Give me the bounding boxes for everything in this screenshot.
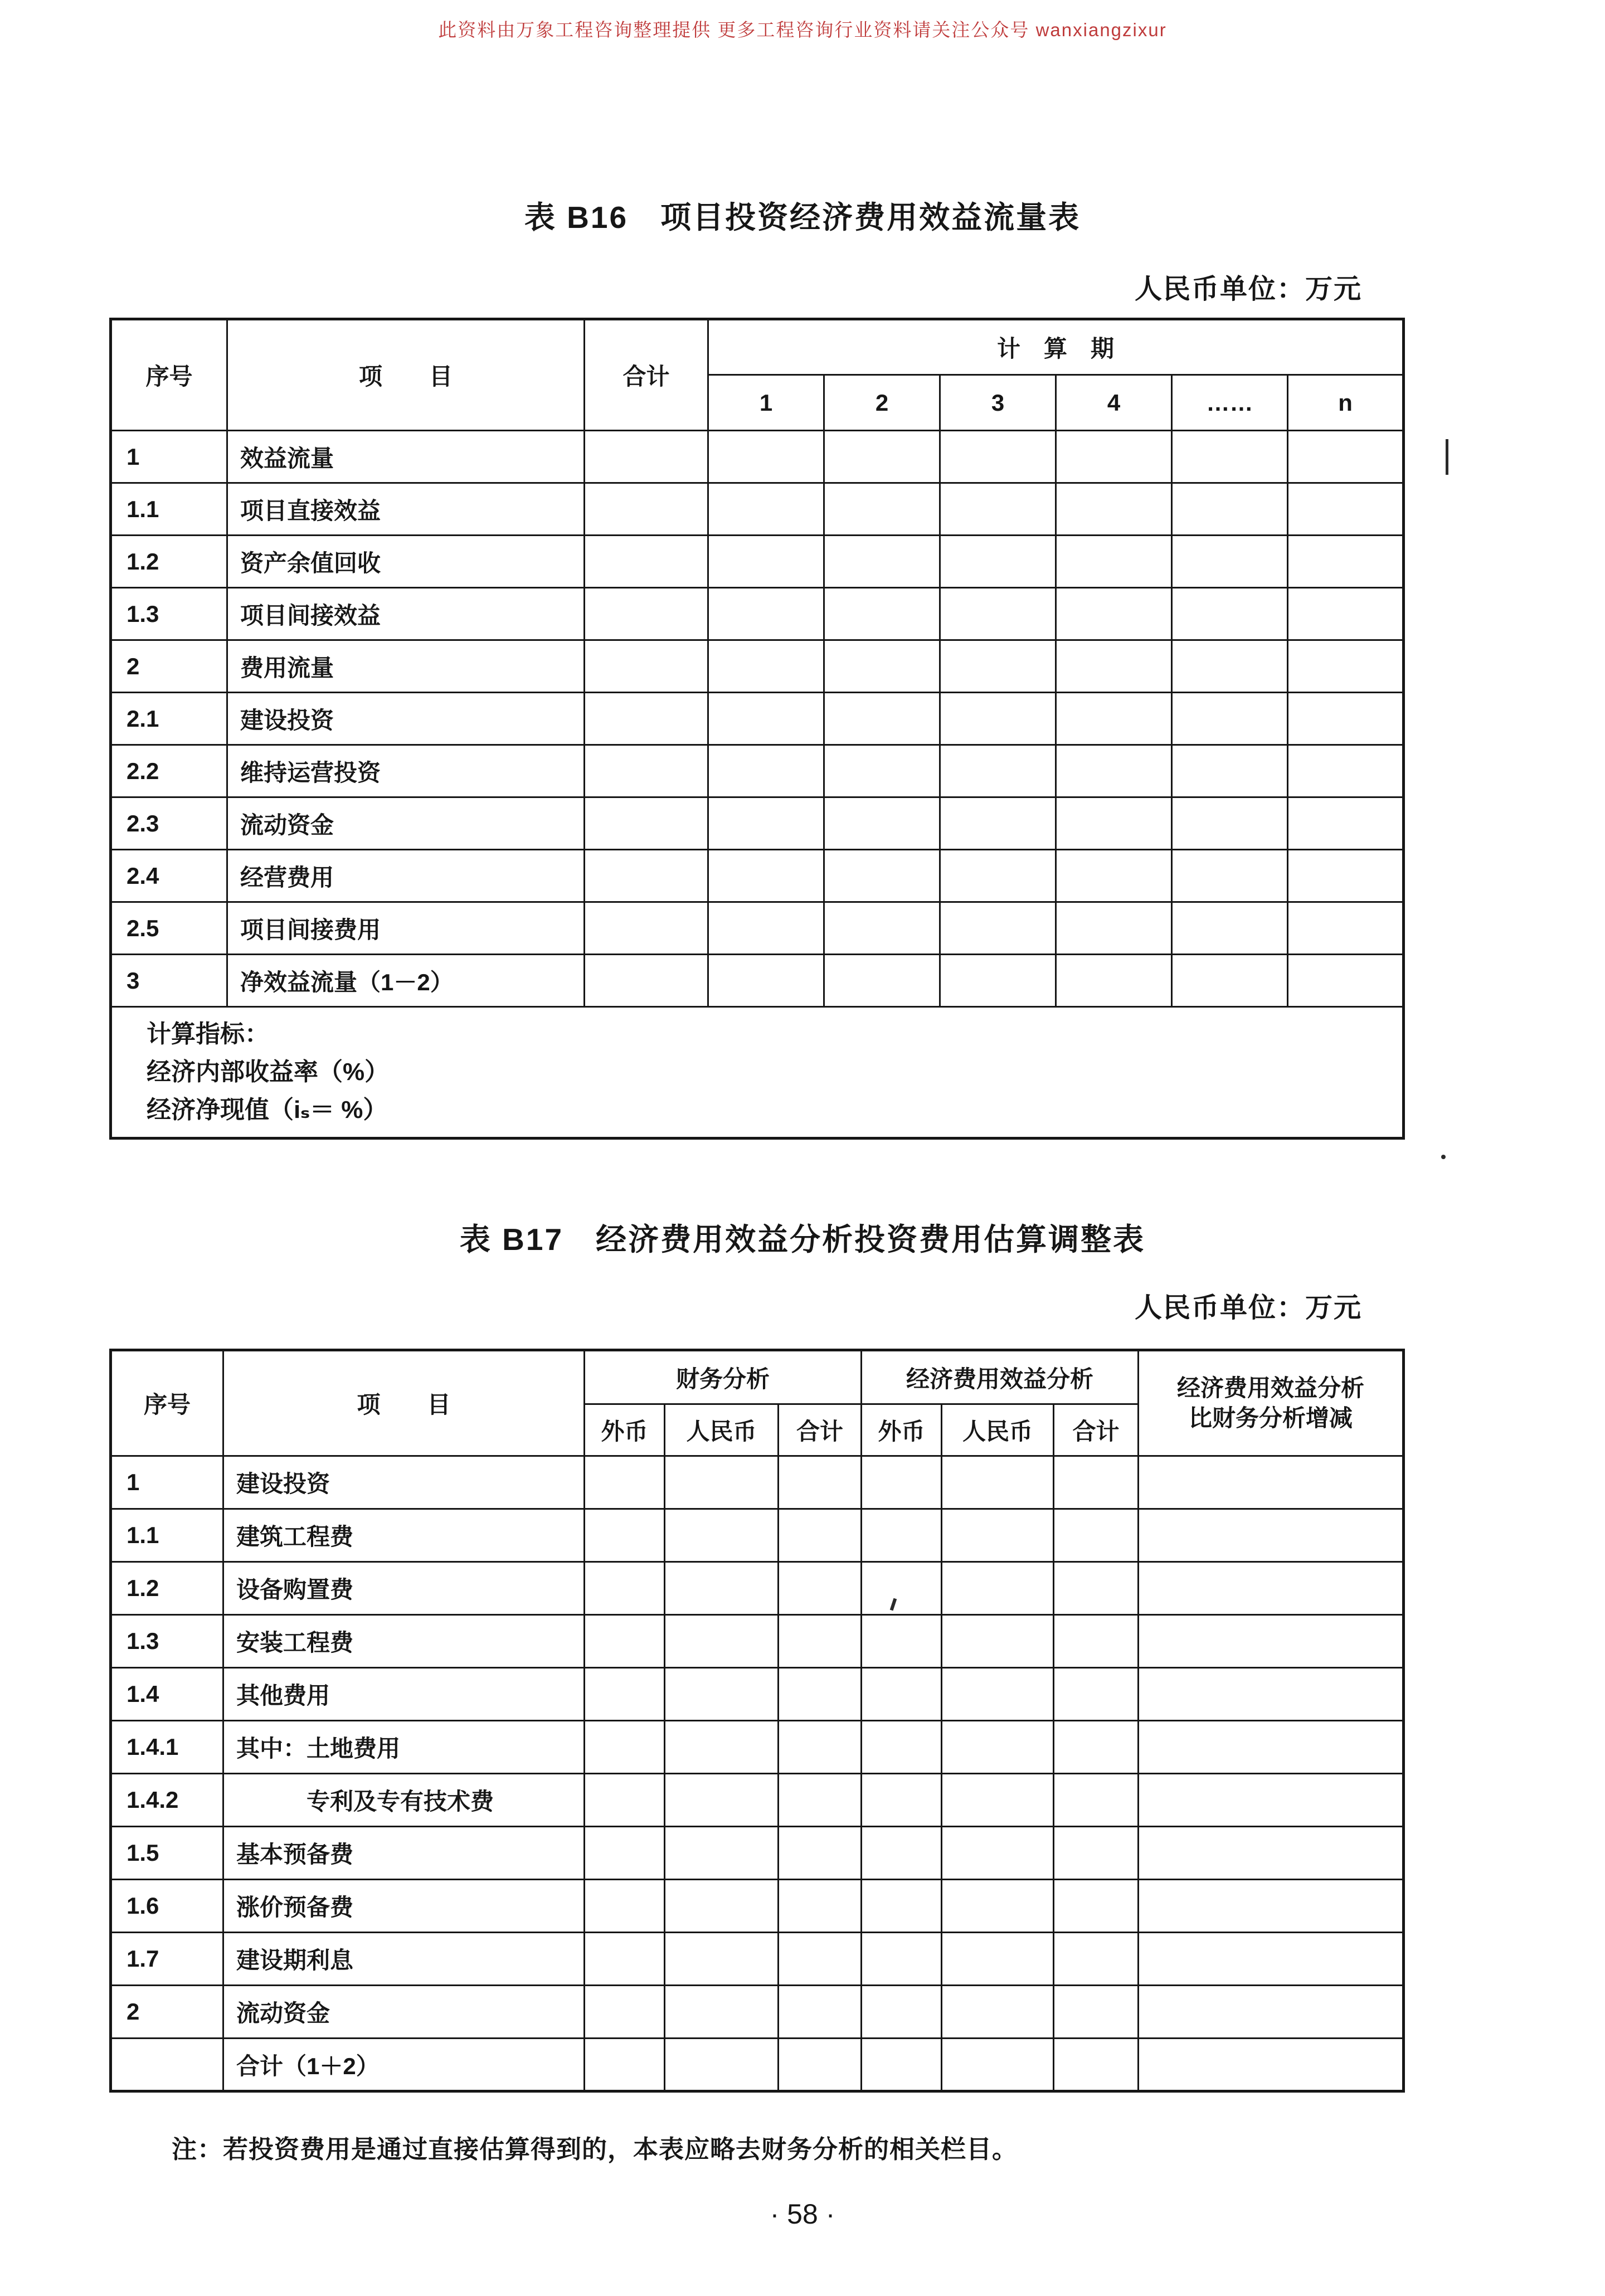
value-cell: [665, 2039, 779, 2091]
value-cell: [1056, 693, 1172, 745]
value-cell: [862, 1456, 942, 1509]
row-no-cell: 1.1: [111, 483, 227, 536]
b17-sub-header-fin-foreign: 外币: [585, 1404, 665, 1456]
row-no-cell: 1.2: [111, 536, 227, 588]
value-cell: [1288, 955, 1404, 1007]
value-cell: [1172, 693, 1288, 745]
value-cell: [862, 1933, 942, 1986]
value-cell: [1054, 1986, 1139, 2039]
row-item-cell: 净效益流量（1－2）: [227, 955, 585, 1007]
b17-adjustment-line1: 经济费用效益分析: [1177, 1375, 1365, 1401]
value-cell: [824, 797, 940, 850]
b17-sub-header-eco-foreign: 外币: [862, 1404, 942, 1456]
value-cell: [824, 588, 940, 640]
b17-col-header-financial-group: 财务分析: [585, 1350, 862, 1404]
row-item-cell: 费用流量: [227, 640, 585, 693]
value-cell: [585, 483, 708, 536]
value-cell: [1054, 1774, 1139, 1827]
value-cell: [1056, 431, 1172, 483]
value-cell: [942, 1774, 1054, 1827]
value-cell: [942, 1933, 1054, 1986]
value-cell: [1054, 2039, 1139, 2091]
value-cell: [942, 1668, 1054, 1721]
b16-body: [111, 431, 1404, 1007]
value-cell: [1172, 797, 1288, 850]
row-no-cell: 2.5: [111, 902, 227, 955]
table-row: [111, 955, 1404, 1007]
value-cell: [1172, 850, 1288, 902]
row-no-cell: [111, 2039, 223, 2091]
value-cell: [1172, 955, 1288, 1007]
value-cell: [1054, 1880, 1139, 1933]
table-row: [111, 902, 1404, 955]
value-cell: [585, 850, 708, 902]
table-b16-unit-label: 人民币单位：万元: [1134, 274, 1362, 304]
scan-artifact-line: [1446, 439, 1448, 475]
row-item-cell: 其他费用: [223, 1668, 585, 1721]
value-cell: [779, 1880, 862, 1933]
value-cell: [1172, 483, 1288, 536]
table-row: [111, 1615, 1404, 1668]
row-item-cell: 项目间接费用: [227, 902, 585, 955]
value-cell: [824, 693, 940, 745]
value-cell: [1288, 902, 1404, 955]
row-item-cell: 效益流量: [227, 431, 585, 483]
value-cell: [708, 955, 824, 1007]
table-row: [111, 693, 1404, 745]
value-cell: [708, 588, 824, 640]
footnote-text: 注：若投资费用是通过直接估算得到的，本表应略去财务分析的相关栏目。: [172, 2135, 1018, 2163]
value-cell: [862, 1721, 942, 1774]
b16-indicators-cell: [111, 1007, 1404, 1139]
value-cell: [1172, 536, 1288, 588]
row-no-cell: 1.1: [111, 1509, 223, 1562]
value-cell: [940, 536, 1056, 588]
b16-period-col-3: 3: [940, 375, 1056, 431]
row-no-cell: 1.4.1: [111, 1721, 223, 1774]
value-cell: [824, 536, 940, 588]
value-cell: [1288, 745, 1404, 797]
value-cell: [942, 1615, 1054, 1668]
value-cell: [942, 1562, 1054, 1615]
value-cell: [862, 1880, 942, 1933]
value-cell: [708, 431, 824, 483]
value-cell: [1139, 1456, 1404, 1509]
value-cell: [940, 693, 1056, 745]
value-cell: [1172, 902, 1288, 955]
b16-period-col-n: n: [1288, 375, 1404, 431]
value-cell: [779, 1509, 862, 1562]
value-cell: [585, 1774, 665, 1827]
value-cell: [1288, 536, 1404, 588]
value-cell: [708, 745, 824, 797]
table-b16-title: 表 B16 项目投资经济费用效益流量表: [524, 200, 1081, 235]
row-item-cell: 安装工程费: [223, 1615, 585, 1668]
value-cell: [1139, 1721, 1404, 1774]
value-cell: [1054, 1562, 1139, 1615]
value-cell: [779, 2039, 862, 2091]
value-cell: [1288, 431, 1404, 483]
value-cell: [779, 1668, 862, 1721]
value-cell: [585, 431, 708, 483]
scan-artifact-dot: [1441, 1155, 1446, 1159]
value-cell: [1139, 1933, 1404, 1986]
value-cell: [1139, 1986, 1404, 2039]
value-cell: [779, 1615, 862, 1668]
row-no-cell: 2.3: [111, 797, 227, 850]
row-item-cell: 专利及专有技术费: [223, 1774, 585, 1827]
value-cell: [824, 745, 940, 797]
value-cell: [940, 431, 1056, 483]
b17-sub-header-eco-rmb: 人民币: [942, 1404, 1054, 1456]
value-cell: [708, 536, 824, 588]
row-no-cell: 1.6: [111, 1880, 223, 1933]
value-cell: [779, 1774, 862, 1827]
value-cell: [708, 902, 824, 955]
row-no-cell: 1.4.2: [111, 1774, 223, 1827]
row-no-cell: 2: [111, 1986, 223, 2039]
row-no-cell: 2.1: [111, 693, 227, 745]
value-cell: [942, 1721, 1054, 1774]
row-item-cell: 项目直接效益: [227, 483, 585, 536]
row-item-cell: 基本预备费: [223, 1827, 585, 1880]
table-b17-title: 表 B17 经济费用效益分析投资费用估算调整表: [459, 1222, 1146, 1257]
value-cell: [1054, 1456, 1139, 1509]
b16-period-col-1: 1: [708, 375, 824, 431]
row-item-cell: 设备购置费: [223, 1562, 585, 1615]
b16-period-col-dots: ……: [1172, 375, 1288, 431]
value-cell: [665, 1827, 779, 1880]
b17-adjustment-line2: 比财务分析增减: [1189, 1405, 1353, 1431]
b17-sub-header-fin-total: 合计: [779, 1404, 862, 1456]
row-item-cell: 资产余值回收: [227, 536, 585, 588]
value-cell: [665, 1986, 779, 2039]
value-cell: [1288, 797, 1404, 850]
value-cell: [585, 797, 708, 850]
value-cell: [1139, 1509, 1404, 1562]
value-cell: [1054, 1615, 1139, 1668]
row-no-cell: 1.3: [111, 588, 227, 640]
value-cell: [942, 1827, 1054, 1880]
table-row: [111, 745, 1404, 797]
value-cell: [1172, 431, 1288, 483]
value-cell: [862, 1668, 942, 1721]
b17-col-header-adjustment: [1139, 1350, 1404, 1456]
value-cell: [708, 693, 824, 745]
value-cell: [824, 850, 940, 902]
value-cell: [665, 1721, 779, 1774]
b16-col-header-period-group: 计 算 期: [708, 319, 1404, 375]
value-cell: [1056, 955, 1172, 1007]
value-cell: [1139, 1562, 1404, 1615]
value-cell: [1139, 1615, 1404, 1668]
value-cell: [940, 640, 1056, 693]
value-cell: [942, 1456, 1054, 1509]
value-cell: [665, 1562, 779, 1615]
value-cell: [708, 850, 824, 902]
row-no-cell: 1.7: [111, 1933, 223, 1986]
row-item-cell: 流动资金: [223, 1986, 585, 2039]
value-cell: [862, 1986, 942, 2039]
value-cell: [585, 955, 708, 1007]
table-row: [111, 1456, 1404, 1509]
table-b17: [109, 1349, 1405, 2093]
row-no-cell: 1.3: [111, 1615, 223, 1668]
value-cell: [862, 1774, 942, 1827]
table-row: [111, 588, 1404, 640]
value-cell: [585, 693, 708, 745]
value-cell: [1054, 1721, 1139, 1774]
value-cell: [1172, 640, 1288, 693]
value-cell: [862, 2039, 942, 2091]
value-cell: [585, 2039, 665, 2091]
table-b16: [109, 318, 1405, 1140]
value-cell: [779, 1456, 862, 1509]
table-row: [111, 797, 1404, 850]
value-cell: [665, 1456, 779, 1509]
table-row: [111, 1509, 1404, 1562]
row-item-cell: 建设投资: [223, 1456, 585, 1509]
value-cell: [1056, 640, 1172, 693]
row-item-cell: 项目间接效益: [227, 588, 585, 640]
value-cell: [1056, 588, 1172, 640]
value-cell: [824, 902, 940, 955]
value-cell: [940, 483, 1056, 536]
b16-col-header-no: 序号: [111, 319, 227, 431]
value-cell: [779, 1827, 862, 1880]
row-item-cell: 经营费用: [227, 850, 585, 902]
table-row: [111, 1774, 1404, 1827]
value-cell: [1056, 483, 1172, 536]
value-cell: [708, 640, 824, 693]
watermark-text: 此资料由万象工程咨询整理提供 更多工程咨询行业资料请关注公众号 wanxiangzixur: [438, 20, 1167, 40]
value-cell: [940, 850, 1056, 902]
table-row: [111, 2039, 1404, 2091]
value-cell: [779, 1933, 862, 1986]
row-item-cell: 建设投资: [227, 693, 585, 745]
value-cell: [1056, 745, 1172, 797]
b17-body: [111, 1456, 1404, 2091]
row-no-cell: 1.4: [111, 1668, 223, 1721]
value-cell: [1056, 797, 1172, 850]
value-cell: [942, 1880, 1054, 1933]
value-cell: [665, 1880, 779, 1933]
value-cell: [585, 1509, 665, 1562]
value-cell: [824, 483, 940, 536]
table-b17-unit-label: 人民币单位：万元: [1134, 1293, 1362, 1323]
row-no-cell: 2: [111, 640, 227, 693]
b16-period-col-2: 2: [824, 375, 940, 431]
value-cell: [824, 431, 940, 483]
value-cell: [585, 536, 708, 588]
value-cell: [1139, 1827, 1404, 1880]
value-cell: [862, 1509, 942, 1562]
value-cell: [779, 1562, 862, 1615]
value-cell: [708, 797, 824, 850]
value-cell: [1288, 483, 1404, 536]
row-item-cell: 建筑工程费: [223, 1509, 585, 1562]
value-cell: [1056, 850, 1172, 902]
value-cell: [940, 588, 1056, 640]
value-cell: [585, 902, 708, 955]
value-cell: [940, 902, 1056, 955]
value-cell: [665, 1615, 779, 1668]
b16-col-header-item: 项 目: [227, 319, 585, 431]
value-cell: [1139, 1880, 1404, 1933]
row-no-cell: 2.2: [111, 745, 227, 797]
row-item-cell: 合计（1＋2）: [223, 2039, 585, 2091]
table-row: [111, 1721, 1404, 1774]
value-cell: [940, 745, 1056, 797]
b17-sub-header-eco-total: 合计: [1054, 1404, 1139, 1456]
table-row: [111, 536, 1404, 588]
table-row: [111, 483, 1404, 536]
b17-col-header-item: 项 目: [223, 1350, 585, 1456]
value-cell: [1288, 693, 1404, 745]
row-no-cell: 1.5: [111, 1827, 223, 1880]
value-cell: [824, 640, 940, 693]
value-cell: [824, 955, 940, 1007]
value-cell: [1054, 1933, 1139, 1986]
row-no-cell: 3: [111, 955, 227, 1007]
value-cell: [942, 1509, 1054, 1562]
value-cell: [1139, 1774, 1404, 1827]
row-no-cell: 1: [111, 431, 227, 483]
value-cell: [1056, 902, 1172, 955]
table-row: [111, 1880, 1404, 1933]
table-row: [111, 1668, 1404, 1721]
table-row: [111, 431, 1404, 483]
table-row: [111, 1562, 1404, 1615]
value-cell: [585, 1986, 665, 2039]
value-cell: [585, 588, 708, 640]
value-cell: [862, 1562, 942, 1615]
value-cell: [585, 1456, 665, 1509]
value-cell: [585, 1721, 665, 1774]
value-cell: [940, 797, 1056, 850]
value-cell: [1139, 1668, 1404, 1721]
value-cell: [665, 1509, 779, 1562]
value-cell: [665, 1668, 779, 1721]
page-number: · 58 ·: [770, 2198, 835, 2230]
b17-col-header-economic-group: 经济费用效益分析: [862, 1350, 1139, 1404]
value-cell: [708, 483, 824, 536]
value-cell: [1288, 850, 1404, 902]
b16-indicator-label: 计算指标：: [147, 1020, 269, 1048]
row-no-cell: 1.2: [111, 1562, 223, 1615]
value-cell: [1172, 588, 1288, 640]
value-cell: [1139, 2039, 1404, 2091]
b16-col-header-total: 合计: [585, 319, 708, 431]
row-item-cell: 涨价预备费: [223, 1880, 585, 1933]
value-cell: [1054, 1827, 1139, 1880]
table-row: [111, 1933, 1404, 1986]
value-cell: [585, 1615, 665, 1668]
b17-sub-header-fin-rmb: 人民币: [665, 1404, 779, 1456]
value-cell: [942, 2039, 1054, 2091]
row-item-cell: 流动资金: [227, 797, 585, 850]
value-cell: [585, 1880, 665, 1933]
value-cell: [779, 1721, 862, 1774]
value-cell: [585, 1827, 665, 1880]
table-row: [111, 640, 1404, 693]
value-cell: [585, 1668, 665, 1721]
value-cell: [585, 640, 708, 693]
value-cell: [585, 1562, 665, 1615]
value-cell: [940, 955, 1056, 1007]
value-cell: [942, 1986, 1054, 2039]
row-item-cell: 维持运营投资: [227, 745, 585, 797]
b16-period-col-4: 4: [1056, 375, 1172, 431]
value-cell: [1288, 640, 1404, 693]
value-cell: [1056, 536, 1172, 588]
value-cell: [585, 745, 708, 797]
table-row: [111, 850, 1404, 902]
value-cell: [585, 1933, 665, 1986]
row-no-cell: 2.4: [111, 850, 227, 902]
value-cell: [665, 1933, 779, 1986]
row-item-cell: 建设期利息: [223, 1933, 585, 1986]
value-cell: [1054, 1509, 1139, 1562]
row-no-cell: 1: [111, 1456, 223, 1509]
value-cell: [862, 1615, 942, 1668]
b17-col-header-no: 序号: [111, 1350, 223, 1456]
value-cell: [1172, 745, 1288, 797]
value-cell: [862, 1827, 942, 1880]
value-cell: [1288, 588, 1404, 640]
value-cell: [1054, 1668, 1139, 1721]
table-row: [111, 1986, 1404, 2039]
table-row: [111, 1827, 1404, 1880]
b16-indicator-eirr: 经济内部收益率（%）: [147, 1058, 390, 1086]
value-cell: [779, 1986, 862, 2039]
b16-indicator-enpv: 经济净现值（iₛ＝ %）: [147, 1096, 388, 1123]
value-cell: [665, 1774, 779, 1827]
row-item-cell: 其中：土地费用: [223, 1721, 585, 1774]
